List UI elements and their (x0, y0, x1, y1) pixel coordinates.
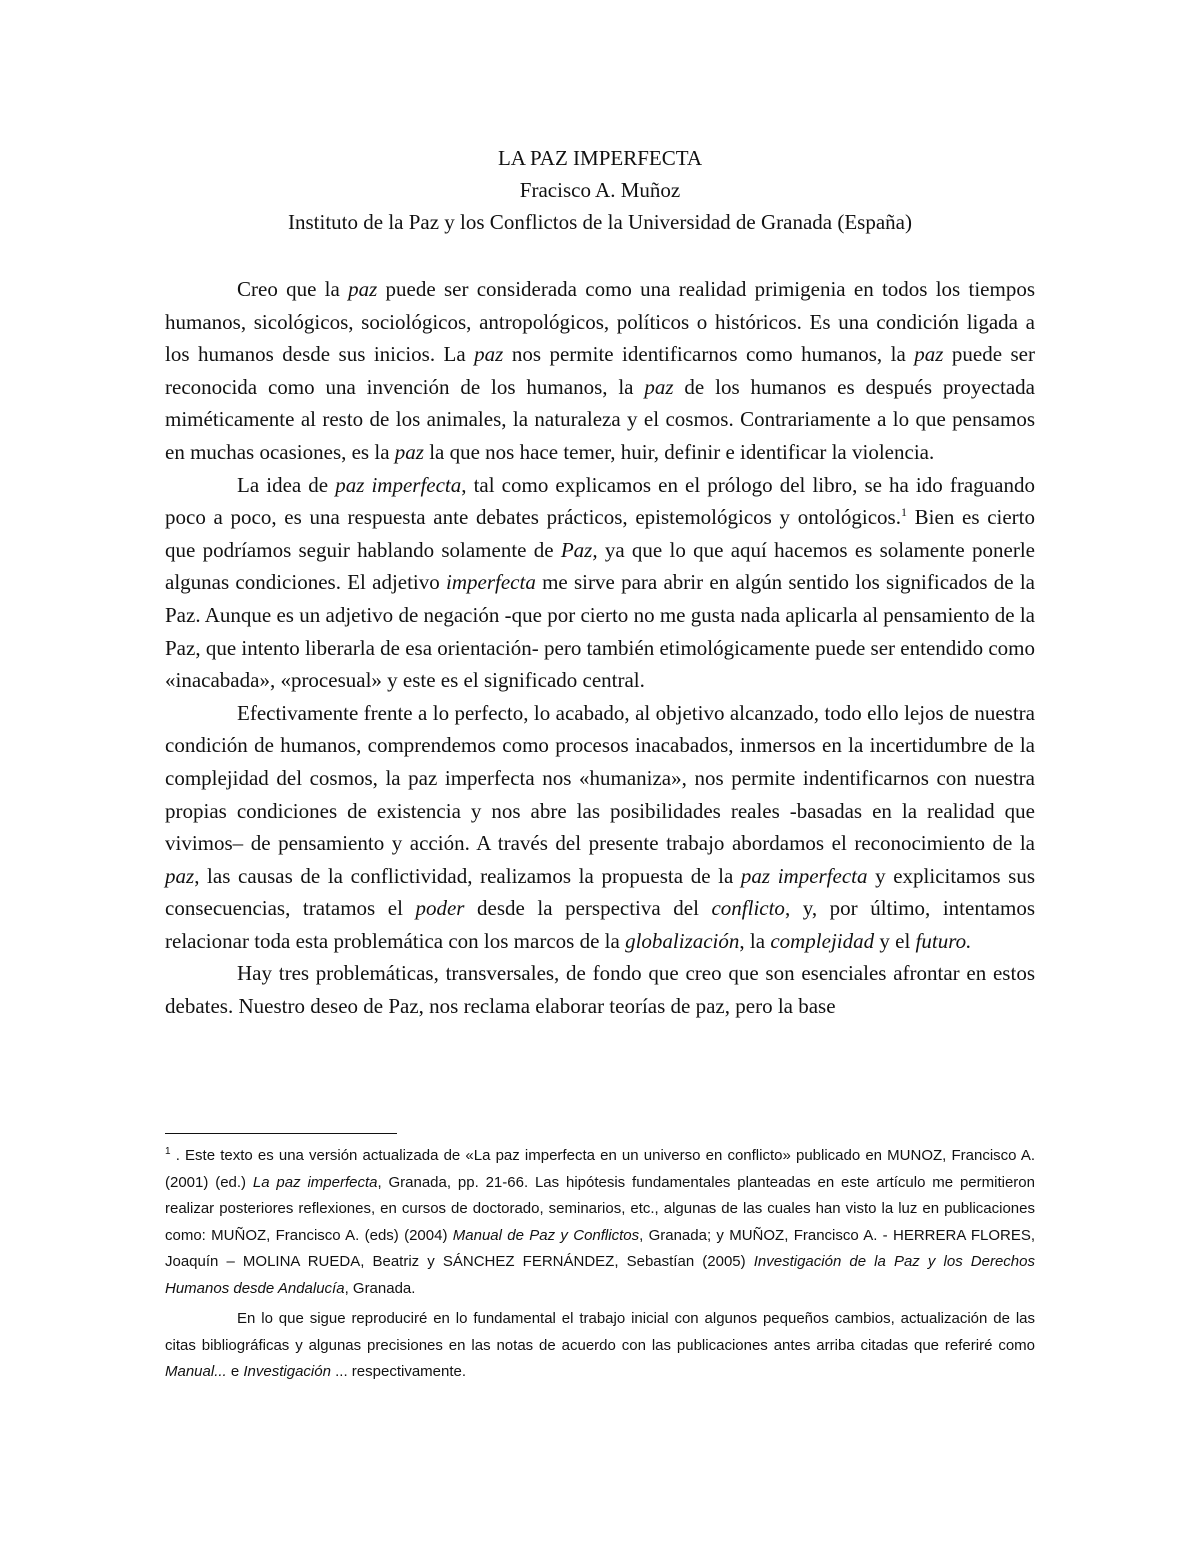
footnote-1-continuation: En lo que sigue reproduciré en lo fundamental el trabajo inicial con algunos pequeños cambios, actualización de las citas bibliográficas y algunas precisiones en las notas de acuerdo con las publicaciones antes arriba citadas que referiré como Manual... e Investigación ... respectivamente. (165, 1310, 1035, 1380)
paragraph-4: Hay tres problemáticas, transversales, de fondo que creo que son esenciales afrontar en estos debates. Nuestro deseo de Paz, nos reclama elaborar teorías de paz, pero la base (165, 961, 1035, 1019)
footnotes (165, 1143, 1035, 1386)
footnote-1: $^1$ . Este texto es una versión actualizada de «La paz imperfecta en un universo en conflicto» publicado en MUNOZ, Francisco A. (2001) (ed.) La paz imperfecta, Granada, pp. 21-66. Las hipótesis fundamentales planteadas en este artículo me permitieron realizar posteriores reflexiones, en cursos de doctorado, seminarios, etc., algunas de las cuales han visto la luz en publicaciones como: MUÑOZ, Francisco A. (eds) (2004) Manual de Paz y Conflictos, Granada; y MUÑOZ, Francisco A. - HERRERA FLORES, Joaquín – MOLINA RUEDA, Beatriz y SÁNCHEZ FERNÁNDEZ, Sebastían (2005) Investigación de la Paz y los Derechos Humanos desde Andalucía, Granada. (165, 1146, 1035, 1297)
paragraph-1: Creo que la paz puede ser considerada como una realidad primigenia en todos los tiempos humanos, sicológicos, sociológicos, antropológicos, políticos o históricos. Es una condición ligada a los humanos desde sus inicios. La paz nos permite identificarnos como humanos, la paz puede ser reconocida como una invención de los humanos, la paz de los humanos es después proyectada miméticamente al resto de los animales, la naturaleza y el cosmos. Contrariamente a lo que pensamos en muchas ocasiones, es la paz la que nos hace temer, huir, definir e identificar la violencia. (165, 277, 1035, 464)
author-name: Fracisco A. Muñoz (519, 178, 681, 202)
paragraph-3: Efectivamente frente a lo perfecto, lo acabado, al objetivo alcanzado, todo ello lejos de nuestra condición de humanos, comprendemos como procesos inacabados, inmersos en la incertidumbre de la complejidad del cosmos, la paz imperfecta nos «humaniza», nos permite indentificarnos con nuestra propias condiciones de existencia y nos abre las posibilidades reales -basadas en la realidad que vivimos– de pensamiento y acción. A través del presente trabajo abordamos el reconocimiento de la paz, las causas de la conflictividad, realizamos la propuesta de la paz imperfecta y explicitamos sus consecuencias, tratamos el poder desde la perspectiva del conflicto, y, por último, intentamos relacionar toda esta problemática con los marcos de la globalización, la complejidad y el futuro. (165, 700, 1035, 953)
footnote-reference[interactable]: 1 (900, 505, 907, 520)
paragraph-2: La idea de paz imperfecta, tal como explicamos en el prólogo del libro, se ha ido fraguando poco a poco, es una respuesta ante debates prácticos, epistemológicos y ontológicos.$^1$ Bien es cierto que podríamos seguir hablando solamente de Paz, ya que lo que aquí hacemos es solamente ponerle algunas condiciones. El adjetivo imperfecta me sirve para abrir en algún sentido los significados de la Paz. Aunque es un adjetivo de negación -que por cierto no me gusta nada aplicarla al pensamiento de la Paz, que intento liberarla de esa orientación- pero también etimológicamente puede ser entendido como «inacabada», «procesual» y este es el significado central. (165, 472, 1036, 693)
title-block (165, 142, 1035, 238)
author-affiliation: Instituto de la Paz y los Conflictos de la Universidad de Granada (España) (288, 210, 912, 234)
footnote-separator (165, 1133, 397, 1134)
footnote-number: 1 (165, 1146, 171, 1157)
document-title: LA PAZ IMPERFECTA (497, 146, 703, 170)
body-text (165, 273, 1035, 1023)
